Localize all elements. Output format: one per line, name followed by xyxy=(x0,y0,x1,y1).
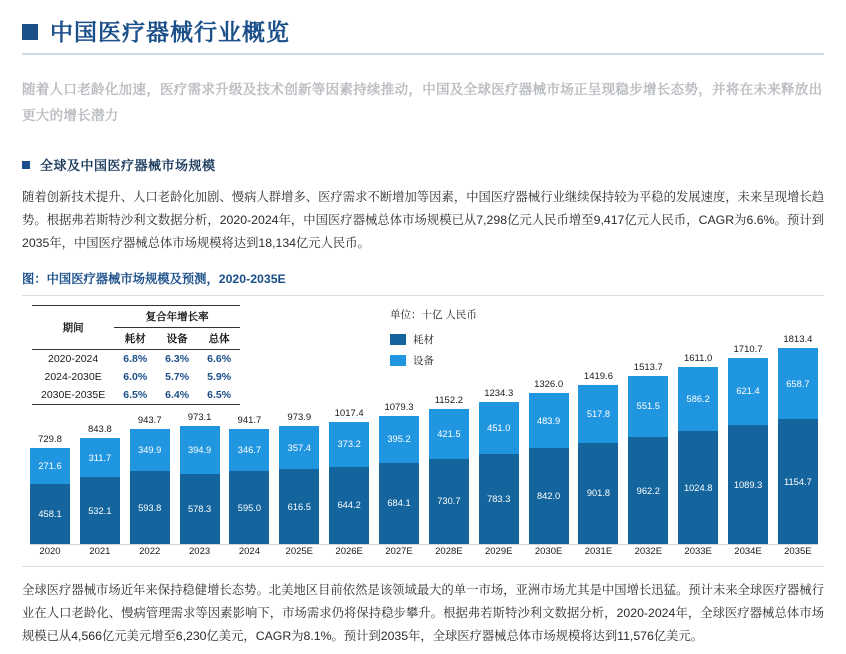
chart-bar-segment-consumables: 901.8 xyxy=(578,443,618,544)
chart-bar-column xyxy=(279,412,319,544)
chart-bar-total-label: 729.8 xyxy=(38,434,62,446)
figure-caption: 图：中国医疗器械市场规模及预测，2020-2035E xyxy=(22,272,286,286)
chart-x-tick-label: 2025E xyxy=(285,546,314,557)
chart-bar xyxy=(80,438,120,544)
chart-bar-column xyxy=(429,395,469,544)
chart-bar-segment-consumables: 644.2 xyxy=(329,467,369,544)
chart-bar xyxy=(728,358,768,544)
title-bullet-icon xyxy=(22,24,38,40)
chart-x-tick-label: 2035E xyxy=(784,546,812,557)
chart-bar xyxy=(180,426,220,544)
chart-bar-column xyxy=(529,379,569,544)
chart-bar-column xyxy=(578,371,618,544)
chart-bar-segment-equipment: 394.9 xyxy=(180,426,220,474)
chart-x-tick-label: 2021 xyxy=(89,546,111,557)
chart-bar-segment-equipment: 271.6 xyxy=(30,448,70,484)
chart-bar-column xyxy=(379,402,419,544)
section-heading xyxy=(22,155,824,174)
chart-bar xyxy=(130,429,170,544)
cagr-table-col-equipment: 设备 xyxy=(156,328,198,350)
chart-unit-label: 单位：十亿 人民币 xyxy=(390,309,477,321)
chart-bar-column xyxy=(628,362,668,544)
chart-x-tick-label: 2027E xyxy=(385,546,413,557)
chart-bars xyxy=(30,326,818,544)
cagr-table-header-period: 期间 xyxy=(32,306,114,350)
chart-bar-column xyxy=(180,412,220,544)
chart-bar xyxy=(628,376,668,544)
chart-x-axis xyxy=(30,544,818,545)
chart-bar xyxy=(578,385,618,544)
chart-bar-segment-consumables: 730.7 xyxy=(429,459,469,544)
legend-label-equipment: 设备 xyxy=(413,355,434,367)
chart-x-tick-label: 2034E xyxy=(734,546,762,557)
cagr-row-equipment: 5.7% xyxy=(165,371,190,383)
chart-x-tick-label: 2033E xyxy=(684,546,712,557)
chart-bar-column xyxy=(778,334,818,544)
chart-bar-total-label: 973.1 xyxy=(187,411,212,423)
chart-bar-column xyxy=(728,344,768,544)
chart-top-divider xyxy=(22,295,824,296)
cagr-row-total: 5.9% xyxy=(207,371,232,383)
chart-bar-total-label: 1513.7 xyxy=(633,361,663,373)
title-divider xyxy=(22,53,824,55)
chart-bar-total-label: 943.7 xyxy=(137,414,162,426)
section-bullet-icon xyxy=(22,161,30,169)
chart-bar-segment-equipment: 421.5 xyxy=(429,409,469,458)
chart-bar xyxy=(379,416,419,544)
cagr-table-header-group: 复合年增长率 xyxy=(114,306,240,328)
chart-bar xyxy=(429,409,469,544)
chart-x-tick-label: 2024 xyxy=(238,546,260,557)
chart-bar-segment-consumables: 1089.3 xyxy=(728,425,768,544)
chart-bar xyxy=(279,426,319,544)
chart-x-tick-labels xyxy=(30,546,818,566)
chart-bar-column xyxy=(80,424,120,544)
chart-bar-segment-consumables: 684.1 xyxy=(379,463,419,544)
chart-bar-segment-consumables: 1024.8 xyxy=(678,431,718,544)
cagr-row-period: 2030E-2035E xyxy=(32,386,114,405)
chart-bar-column xyxy=(229,415,269,544)
chart-bar-segment-consumables: 842.0 xyxy=(529,448,569,544)
chart-bar-segment-equipment: 621.4 xyxy=(728,358,768,426)
cagr-row-total: 6.6% xyxy=(207,353,232,365)
chart-bar-segment-equipment: 483.9 xyxy=(529,393,569,448)
cagr-row-consumables: 6.5% xyxy=(114,386,156,405)
chart-x-tick-label: 2020 xyxy=(39,546,61,557)
cagr-row-consumables: 6.0% xyxy=(123,371,148,383)
chart-bar-total-label: 1017.4 xyxy=(334,407,364,419)
chart-bar-total-label: 941.7 xyxy=(237,414,262,426)
chart-bar-column xyxy=(678,353,718,544)
chart-bar-total-label: 1326.0 xyxy=(534,379,564,391)
chart-bar-total-label: 1234.3 xyxy=(484,387,514,399)
chart-bar-column xyxy=(30,434,70,544)
chart-bar-segment-equipment: 551.5 xyxy=(628,376,668,437)
chart-bar xyxy=(678,367,718,544)
chart-bar-segment-equipment: 517.8 xyxy=(578,385,618,443)
cagr-row-consumables: 6.8% xyxy=(123,353,148,365)
chart-bar xyxy=(529,393,569,544)
chart-bar-segment-equipment: 586.2 xyxy=(678,367,718,432)
chart-bar-segment-equipment: 349.9 xyxy=(130,429,170,472)
chart-bottom-divider xyxy=(22,566,824,567)
footer-paragraph: 全球医疗器械市场近年来保持稳健增长态势。北美地区目前依然是该领域最大的单一市场，亚洲市场尤其是中国增长迅猛。预计未来全球医疗器械行业在人口老龄化、慢病管理需求等因素影响下，市场需求仍将保持稳步攀升。根据弗若斯特沙利文数据分析，2020-2024年，全球医疗器械总体市场规模已从4,566亿元美元增至6,230亿美元，CAGR为8.1%。预计到2035年，全球医疗器械总体市场规模将达到11,576亿美元。 xyxy=(22,583,824,643)
chart-bar-total-label: 843.8 xyxy=(87,423,112,435)
chart-bar-segment-equipment: 373.2 xyxy=(329,422,369,467)
chart-x-tick-label: 2028E xyxy=(435,546,463,557)
chart-bar-total-label: 1079.3 xyxy=(384,402,414,414)
chart-bar-column xyxy=(479,388,519,544)
chart-bar-total-label: 1611.0 xyxy=(683,352,713,364)
chart-bar-total-label: 1152.2 xyxy=(434,395,464,407)
cagr-row-period: 2024-2030E xyxy=(44,371,102,383)
chart-bar xyxy=(229,429,269,544)
section-title: 全球及中国医疗器械市场规模 xyxy=(40,158,216,173)
chart-x-tick-label: 2030E xyxy=(534,546,563,557)
chart-bar-segment-equipment: 311.7 xyxy=(80,438,120,477)
chart-plot-area xyxy=(30,326,818,566)
chart-bar xyxy=(778,348,818,544)
chart-bar-segment-consumables: 595.0 xyxy=(229,471,269,544)
legend-label-consumables: 耗材 xyxy=(413,334,434,346)
chart-x-tick-label: 2031E xyxy=(584,546,613,557)
section-paragraph: 随着创新技术提升、人口老龄化加剧、慢病人群增多、医疗需求不断增加等因素，中国医疗器械行业继续保持较为平稳的发展速度，未来呈现增长趋势。根据弗若斯特沙利文数据分析，2020-2024年，中国医疗器械总体市场规模已从7,298亿元人民币增至9,417亿元人民币，CAGR为6.6%。预计到2035年，中国医疗器械总体市场规模将达到18,134亿元人民币。 xyxy=(22,190,824,250)
chart-bar-total-label: 1419.6 xyxy=(583,370,613,382)
chart-bar-segment-equipment: 451.0 xyxy=(479,402,519,454)
cagr-row-equipment: 6.4% xyxy=(156,386,198,405)
page-title: 中国医疗器械行业概览 xyxy=(50,19,290,45)
chart-bar-segment-consumables: 616.5 xyxy=(279,469,319,544)
chart-bar-segment-consumables: 783.3 xyxy=(479,454,519,544)
chart-bar-total-label: 1813.4 xyxy=(783,334,813,346)
chart-bar-total-label: 1710.7 xyxy=(733,343,763,355)
chart-x-tick-label: 2032E xyxy=(634,546,663,557)
chart-bar xyxy=(329,422,369,544)
cagr-row-period: 2020-2024 xyxy=(48,353,99,365)
chart-bar-segment-equipment: 658.7 xyxy=(778,348,818,419)
cagr-row-equipment: 6.3% xyxy=(165,353,190,365)
page-title-row xyxy=(22,14,824,47)
chart-block xyxy=(22,295,824,567)
chart-bar-segment-consumables: 962.2 xyxy=(628,437,668,544)
chart-bar xyxy=(30,448,70,544)
chart-bar-segment-consumables: 532.1 xyxy=(80,477,120,544)
chart-x-tick-label: 2022 xyxy=(139,546,161,557)
chart-bar-total-label: 973.9 xyxy=(287,411,312,423)
chart-x-tick-label: 2023 xyxy=(189,546,211,557)
chart-bar-column xyxy=(329,408,369,544)
chart-x-tick-label: 2029E xyxy=(484,546,513,557)
page-subtitle: 随着人口老龄化加速，医疗需求升级及技术创新等因素持续推动，中国及全球医疗器械市场正呈现稳步增长态势，并将在未来释放出更大的增长潜力 xyxy=(22,82,823,123)
chart-bar-column xyxy=(130,415,170,544)
chart-bar-segment-consumables: 1154.7 xyxy=(778,419,818,544)
chart-bar-segment-equipment: 395.2 xyxy=(379,416,419,463)
chart-x-tick-label: 2026E xyxy=(335,546,363,557)
chart-bar-segment-consumables: 458.1 xyxy=(30,484,70,544)
chart-bar-segment-equipment: 346.7 xyxy=(229,429,269,471)
chart-bar xyxy=(479,402,519,544)
chart-bar-segment-consumables: 578.3 xyxy=(180,474,220,544)
cagr-row-total: 6.5% xyxy=(198,386,240,405)
chart-bar-segment-equipment: 357.4 xyxy=(279,426,319,469)
chart-bar-segment-consumables: 593.8 xyxy=(130,471,170,544)
cagr-table-col-total: 总体 xyxy=(198,328,240,350)
cagr-table-col-consumables: 耗材 xyxy=(114,328,156,350)
